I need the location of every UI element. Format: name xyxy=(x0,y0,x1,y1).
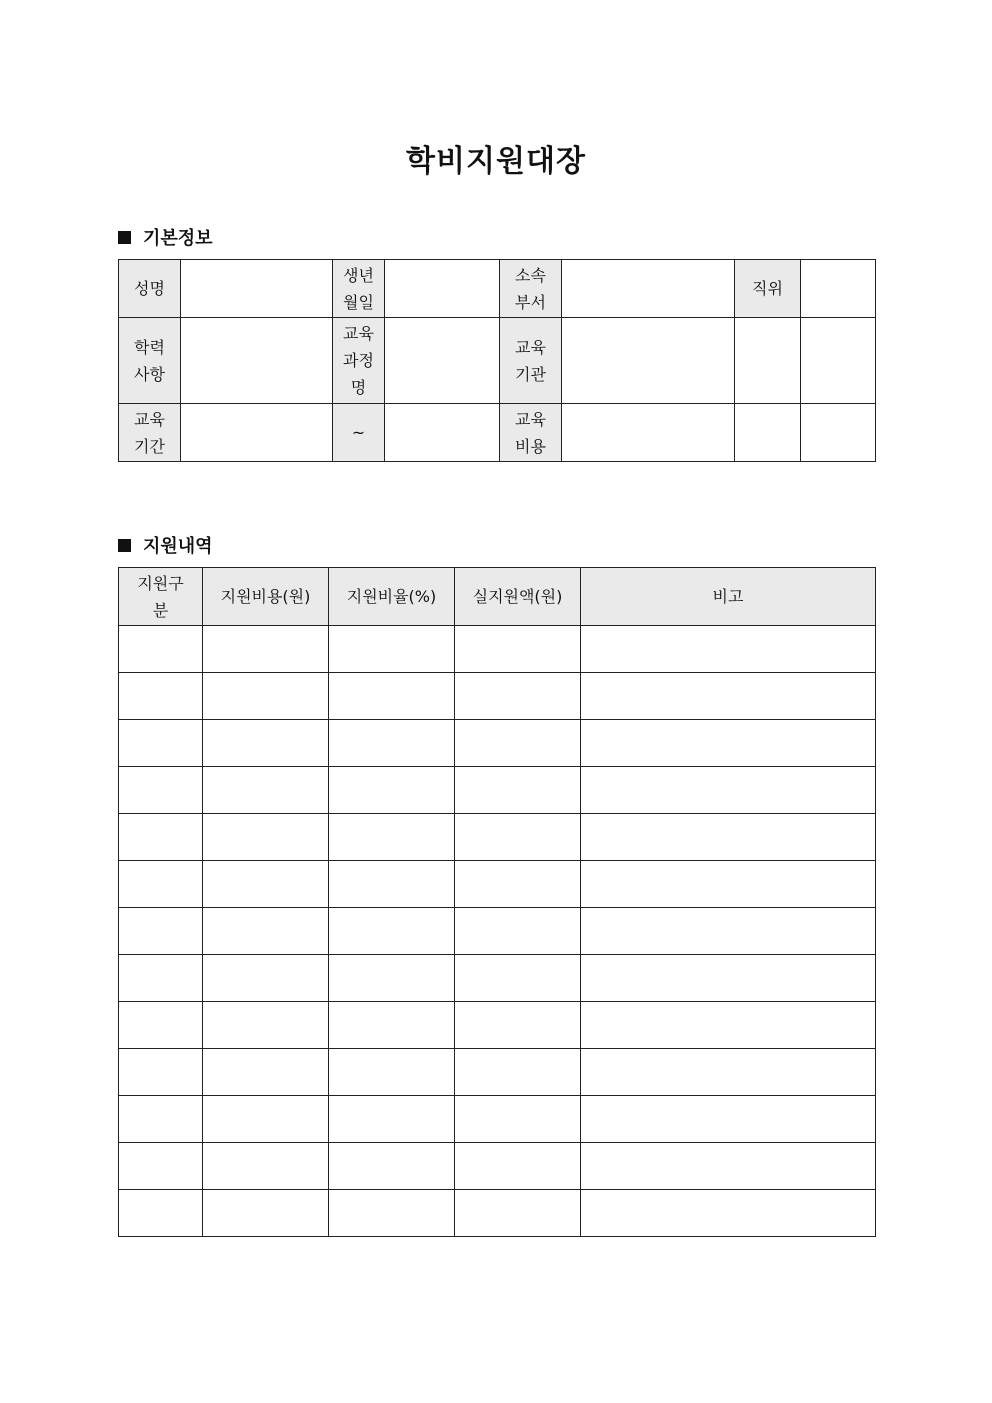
period-tilde: ~ xyxy=(333,404,385,462)
period-label: 교육기간 xyxy=(119,404,181,462)
cell-remarks[interactable] xyxy=(581,767,876,814)
position-label: 직위 xyxy=(735,260,801,318)
cell-support-cost[interactable] xyxy=(203,673,329,720)
education-label: 학력사항 xyxy=(119,318,181,404)
cell-support-rate[interactable] xyxy=(329,1190,455,1237)
cell-actual-amount[interactable] xyxy=(455,908,581,955)
name-field[interactable] xyxy=(181,260,333,318)
table-row xyxy=(119,814,876,861)
cell-support-cost[interactable] xyxy=(203,955,329,1002)
header-support-rate: 지원비율(%) xyxy=(329,568,455,626)
cell-support-rate[interactable] xyxy=(329,1002,455,1049)
cell-support-rate[interactable] xyxy=(329,1049,455,1096)
cell-support-cost[interactable] xyxy=(203,908,329,955)
cell-support-cost[interactable] xyxy=(203,814,329,861)
square-bullet-icon xyxy=(118,539,131,552)
cell-support-rate[interactable] xyxy=(329,1096,455,1143)
period-end-field[interactable] xyxy=(385,404,500,462)
cell-remarks[interactable] xyxy=(581,1143,876,1190)
cell-support-rate[interactable] xyxy=(329,814,455,861)
blank-cell[interactable] xyxy=(801,404,876,462)
dept-field[interactable] xyxy=(562,260,735,318)
cell-support-type[interactable] xyxy=(119,626,203,673)
dept-label: 소속부서 xyxy=(500,260,562,318)
cell-actual-amount[interactable] xyxy=(455,1002,581,1049)
cell-support-type[interactable] xyxy=(119,1002,203,1049)
cell-support-type[interactable] xyxy=(119,767,203,814)
cell-remarks[interactable] xyxy=(581,861,876,908)
cell-actual-amount[interactable] xyxy=(455,814,581,861)
table-row xyxy=(119,908,876,955)
cell-actual-amount[interactable] xyxy=(455,955,581,1002)
cell-actual-amount[interactable] xyxy=(455,1190,581,1237)
cell-support-cost[interactable] xyxy=(203,1096,329,1143)
cell-support-type[interactable] xyxy=(119,720,203,767)
table-row xyxy=(119,673,876,720)
position-field[interactable] xyxy=(801,260,876,318)
institution-field[interactable] xyxy=(562,318,735,404)
cell-support-type[interactable] xyxy=(119,1049,203,1096)
birth-label: 생년월일 xyxy=(333,260,385,318)
cell-actual-amount[interactable] xyxy=(455,767,581,814)
cell-actual-amount[interactable] xyxy=(455,626,581,673)
cell-support-rate[interactable] xyxy=(329,767,455,814)
basic-info-table xyxy=(118,259,876,462)
table-row xyxy=(119,1049,876,1096)
section-heading-basic-label: 기본정보 xyxy=(143,228,213,249)
cell-support-type[interactable] xyxy=(119,1190,203,1237)
cell-support-cost[interactable] xyxy=(203,1143,329,1190)
cell-remarks[interactable] xyxy=(581,1002,876,1049)
cell-support-rate[interactable] xyxy=(329,626,455,673)
cell-actual-amount[interactable] xyxy=(455,1143,581,1190)
support-table xyxy=(118,567,876,1237)
cell-remarks[interactable] xyxy=(581,1049,876,1096)
blank-cell[interactable] xyxy=(735,404,801,462)
header-support-cost: 지원비용(원) xyxy=(203,568,329,626)
period-start-field[interactable] xyxy=(181,404,333,462)
cell-remarks[interactable] xyxy=(581,626,876,673)
cell-actual-amount[interactable] xyxy=(455,861,581,908)
table-row xyxy=(119,626,876,673)
cell-remarks[interactable] xyxy=(581,814,876,861)
cell-remarks[interactable] xyxy=(581,955,876,1002)
cell-support-type[interactable] xyxy=(119,955,203,1002)
cell-support-type[interactable] xyxy=(119,673,203,720)
cell-support-type[interactable] xyxy=(119,861,203,908)
cell-remarks[interactable] xyxy=(581,673,876,720)
cell-support-rate[interactable] xyxy=(329,720,455,767)
cell-support-type[interactable] xyxy=(119,814,203,861)
cell-support-cost[interactable] xyxy=(203,720,329,767)
cell-actual-amount[interactable] xyxy=(455,1049,581,1096)
cell-support-cost[interactable] xyxy=(203,1002,329,1049)
table-row xyxy=(119,1190,876,1237)
table-row xyxy=(119,1143,876,1190)
header-remarks: 비고 xyxy=(581,568,876,626)
cell-support-rate[interactable] xyxy=(329,861,455,908)
cell-support-type[interactable] xyxy=(119,908,203,955)
cell-support-cost[interactable] xyxy=(203,767,329,814)
cell-support-type[interactable] xyxy=(119,1143,203,1190)
cell-remarks[interactable] xyxy=(581,1190,876,1237)
page-title: 학비지원대장 xyxy=(406,144,586,179)
cell-support-rate[interactable] xyxy=(329,908,455,955)
cell-support-rate[interactable] xyxy=(329,955,455,1002)
table-row xyxy=(119,720,876,767)
birth-field[interactable] xyxy=(385,260,500,318)
blank-cell[interactable] xyxy=(801,318,876,404)
section-heading-basic xyxy=(118,224,213,250)
cell-remarks[interactable] xyxy=(581,720,876,767)
blank-cell[interactable] xyxy=(735,318,801,404)
institution-label: 교육기관 xyxy=(500,318,562,404)
table-row xyxy=(119,955,876,1002)
table-row xyxy=(119,1002,876,1049)
support-header-row xyxy=(119,568,876,626)
cell-support-rate[interactable] xyxy=(329,673,455,720)
section-heading-support-label: 지원내역 xyxy=(143,536,213,557)
course-label: 교육과정명 xyxy=(333,318,385,404)
cell-remarks[interactable] xyxy=(581,908,876,955)
education-field[interactable] xyxy=(181,318,333,404)
name-label: 성명 xyxy=(119,260,181,318)
table-row xyxy=(119,767,876,814)
cell-remarks[interactable] xyxy=(581,1096,876,1143)
cost-field[interactable] xyxy=(562,404,735,462)
cell-support-cost[interactable] xyxy=(203,626,329,673)
header-support-type: 지원구분 xyxy=(119,568,203,626)
course-field[interactable] xyxy=(385,318,500,404)
table-row xyxy=(119,1096,876,1143)
header-actual-amount: 실지원액(원) xyxy=(455,568,581,626)
cost-label: 교육비용 xyxy=(500,404,562,462)
cell-support-cost[interactable] xyxy=(203,861,329,908)
cell-support-type[interactable] xyxy=(119,1096,203,1143)
square-bullet-icon xyxy=(118,231,131,244)
cell-support-cost[interactable] xyxy=(203,1190,329,1237)
table-row xyxy=(119,861,876,908)
cell-actual-amount[interactable] xyxy=(455,1096,581,1143)
cell-actual-amount[interactable] xyxy=(455,673,581,720)
cell-support-cost[interactable] xyxy=(203,1049,329,1096)
cell-support-rate[interactable] xyxy=(329,1143,455,1190)
cell-actual-amount[interactable] xyxy=(455,720,581,767)
section-heading-support xyxy=(118,532,213,558)
